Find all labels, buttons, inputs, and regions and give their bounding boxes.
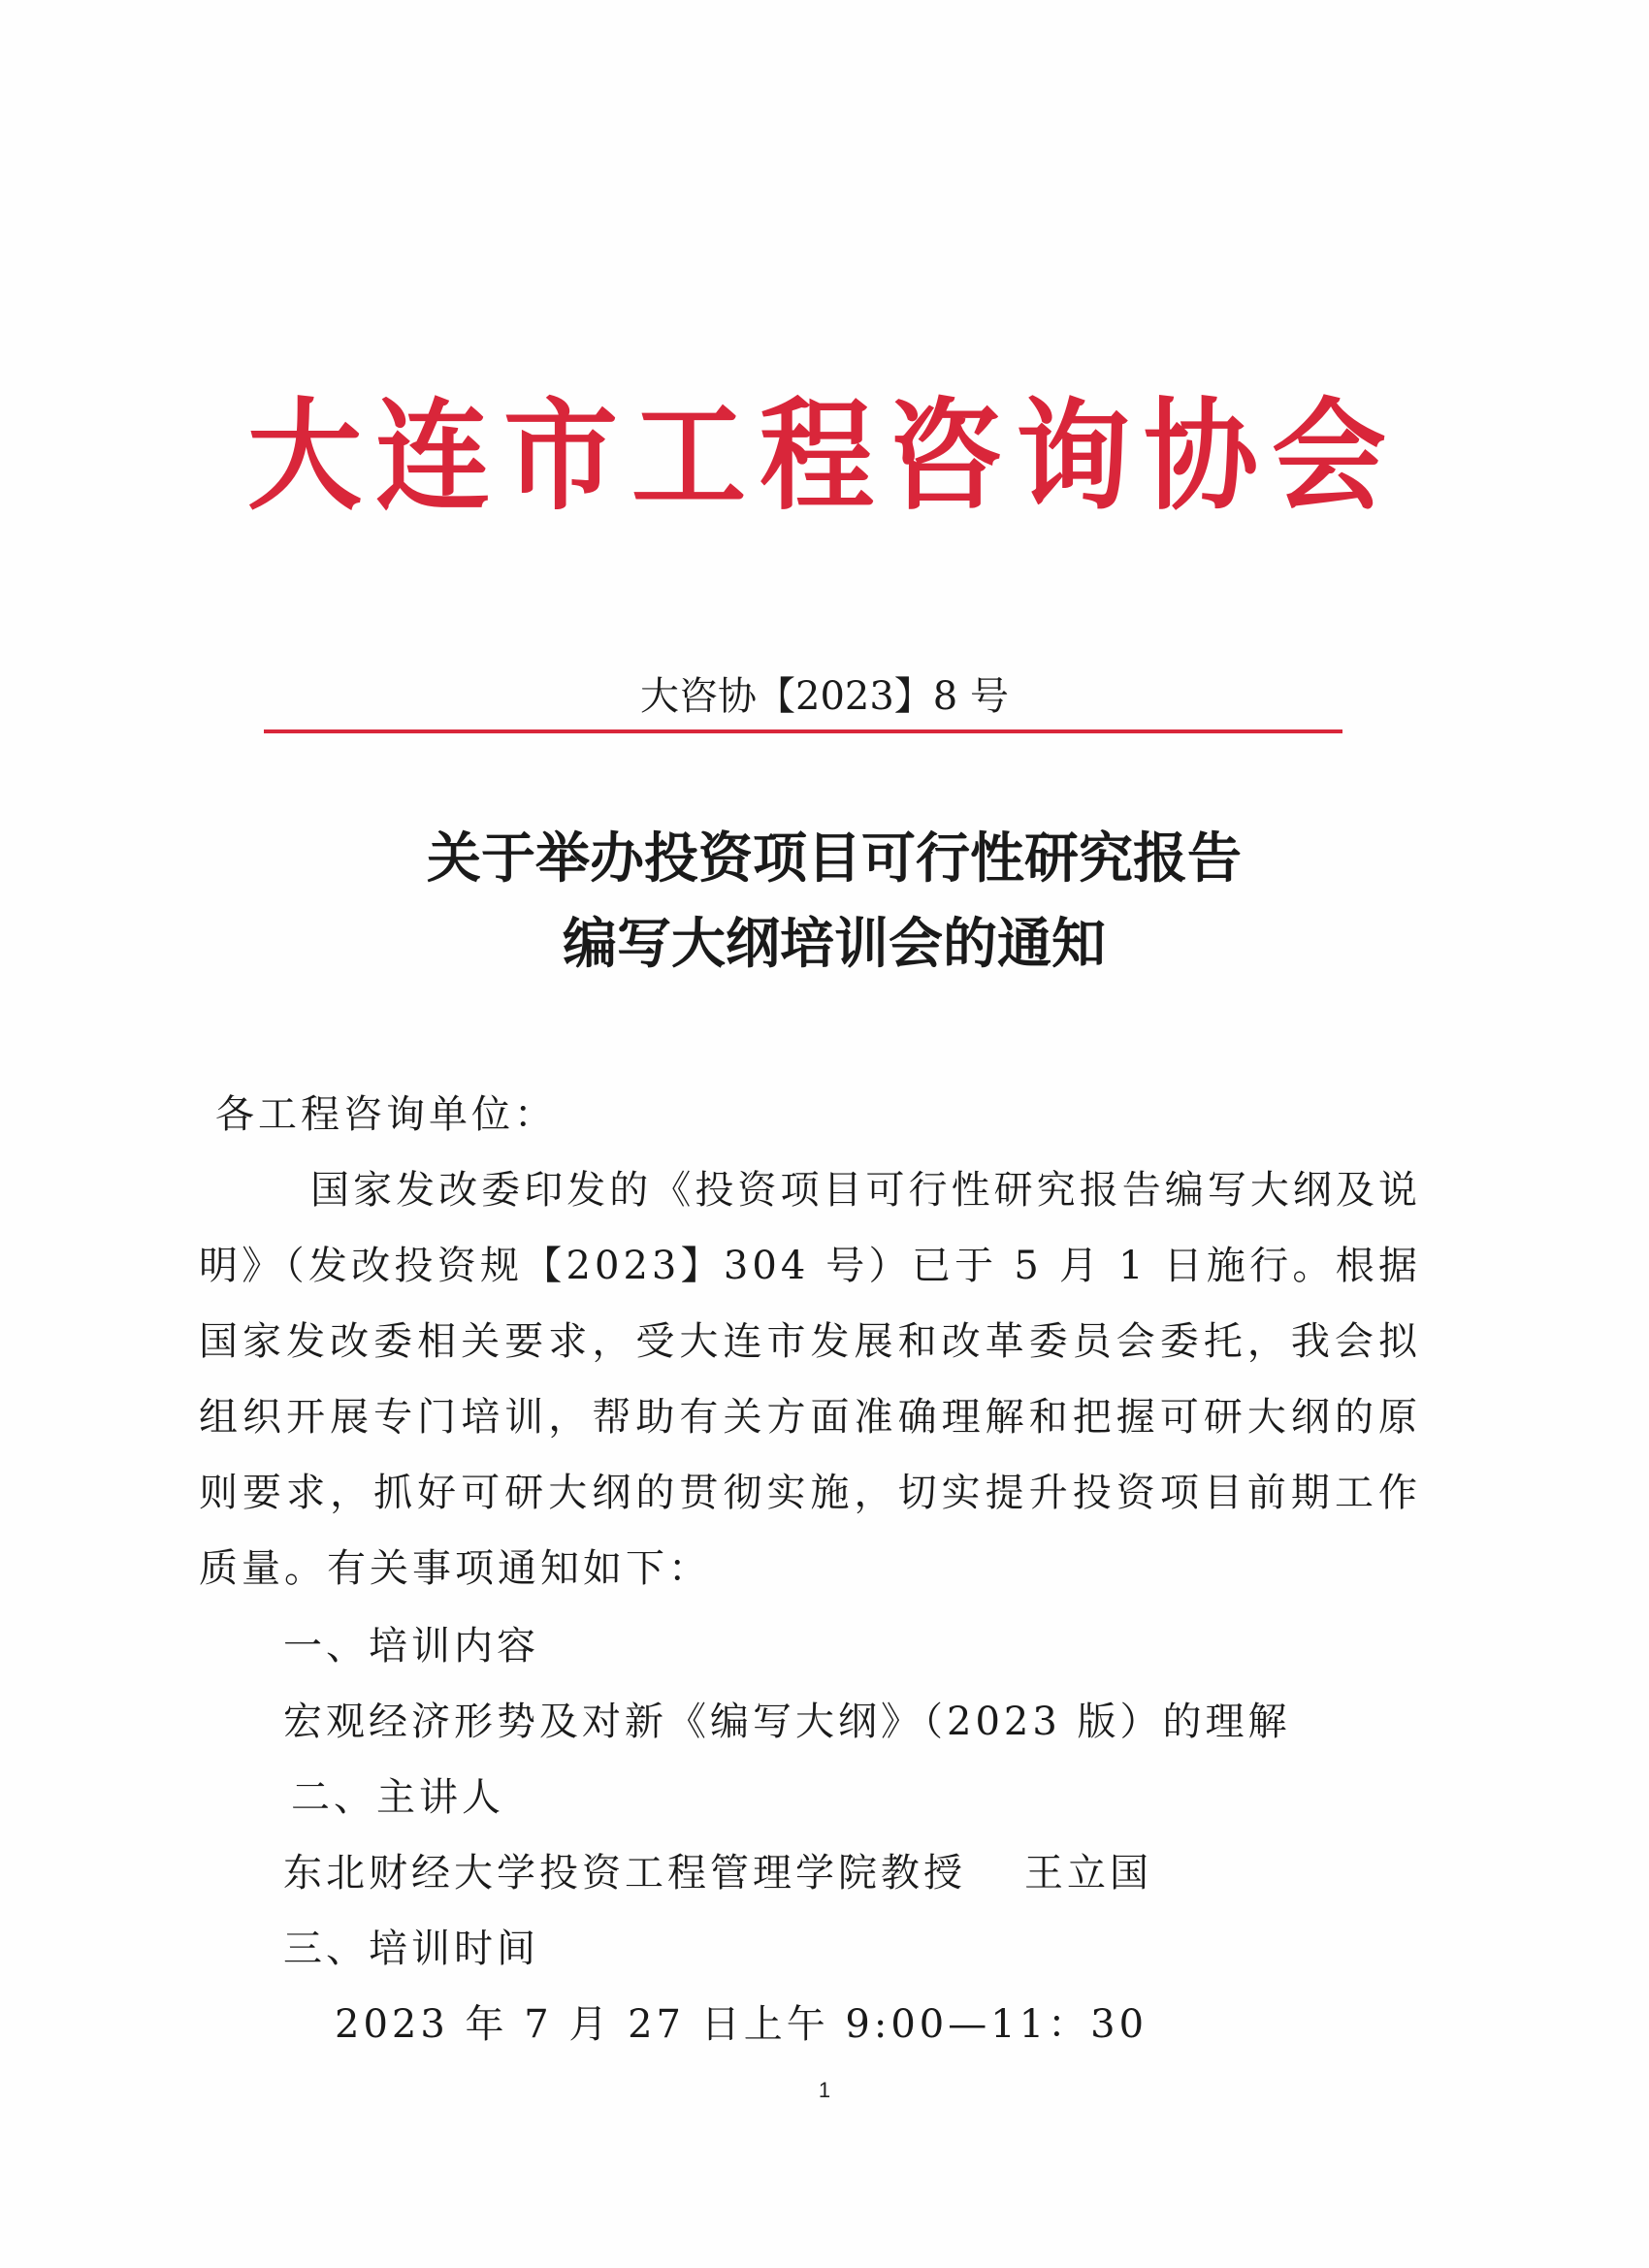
speaker-name: 王立国 <box>1024 1851 1152 1895</box>
section-1-heading: 一、培训内容 <box>283 1624 539 1669</box>
section-3-content: 2023 年 7 月 27 日上午 9:00—11：30 <box>335 2002 1148 2047</box>
page-number: 1 <box>818 2078 831 2102</box>
document-number: 大咨协【2023】8 号 <box>640 674 1009 719</box>
letterhead-organization: 大连市工程咨询协会 <box>247 385 1401 527</box>
salutation: 各工程咨询单位： <box>215 1092 557 1137</box>
section-1-content: 宏观经济形势及对新《编写大纲》（2023 版）的理解 <box>283 1700 1291 1744</box>
letterhead-divider <box>264 729 1342 733</box>
document-title-line-1: 关于举办投资项目可行性研究报告 <box>427 827 1242 891</box>
speaker-affiliation: 东北财经大学投资工程管理学院教授 <box>283 1851 966 1895</box>
section-2-content <box>283 1835 1152 1911</box>
body-paragraph: 国家发改委印发的《投资项目可行性研究报告编写大纲及说明》（发改投资规【2023】304 号）已于 5 月 1 日施行。根据国家发改委相关要求，受大连市发展和改革委员会委托，我会拟组织开展专门培训，帮助有关方面准确理解和把握可研大纲的原则要求，抓好可研大纲的贯彻实施，切实提升投资项目前期工作质量。有关事项通知如下： <box>199 1168 1421 1591</box>
document-title-line-2: 编写大纲培训会的通知 <box>563 913 1106 976</box>
section-2-heading: 二、主讲人 <box>291 1775 504 1820</box>
section-3-heading: 三、培训时间 <box>283 1927 539 1971</box>
